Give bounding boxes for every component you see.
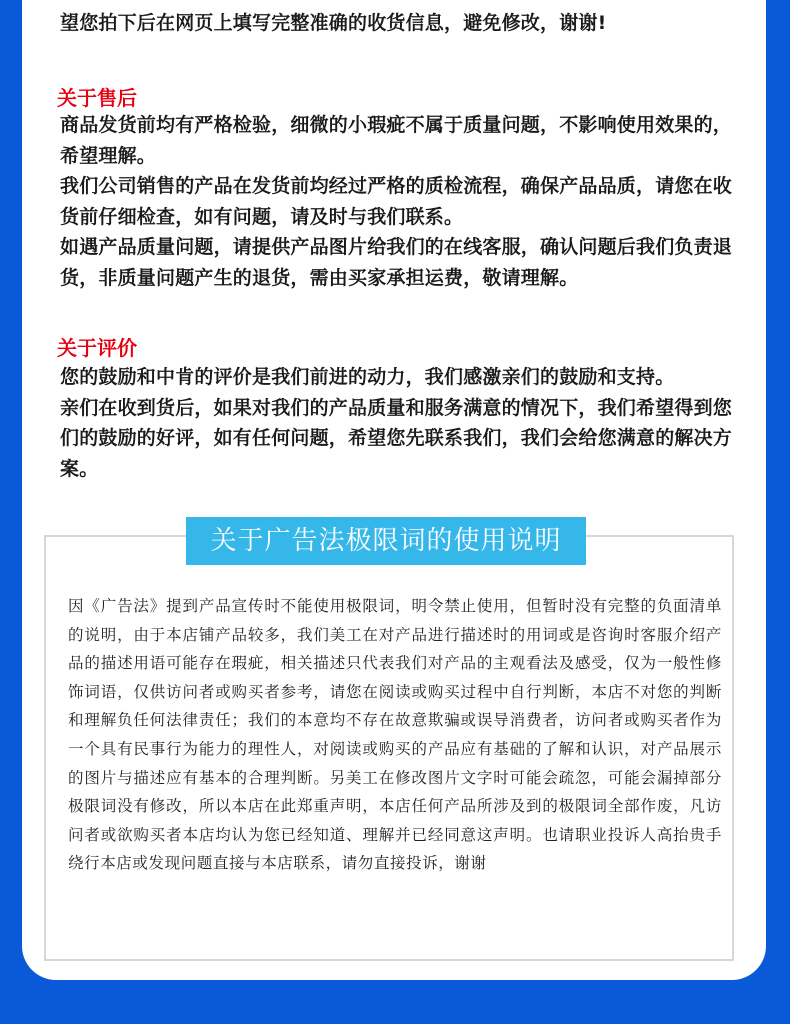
after-sales-paragraph: 商品发货前均有严格检验，细微的小瑕疵不属于质量问题，不影响使用效果的，希望理解。: [60, 114, 733, 167]
after-sales-paragraph: 如遇产品质量问题，请提供产品图片给我们的在线客服，确认问题后我们负责退货，非质量问题产生的退货，需由买家承担运费，敬请理解。: [60, 236, 733, 289]
after-sales-paragraph: 我们公司销售的产品在发货前均经过严格的质检流程，确保产品品质，请您在收货前仔细检查，如有问题，请及时与我们联系。: [60, 175, 733, 228]
intro-text: 望您拍下后在网页上填写完整准确的收货信息，避免修改，谢谢!: [60, 12, 607, 34]
ad-law-notice-text: 因《广告法》提到产品宣传时不能使用极限词，明令禁止使用，但暂时没有完整的负面清单的说明，由于本店铺产品较多，我们美工在对产品进行描述时的用词或是咨询时客服介绍产品的描述用语可能存在瑕疵，相关描述只代表我们对产品的主观看法及感受，仅为一般性修饰词语，仅供访问者或购买者参考，请您在阅读或购买过程中自行判断，本店不对您的判断和理解负任何法律责任；我们的本意均不存在故意欺骗或误导消费者，访问者或购买者作为一个具有民事行为能力的理性人，对阅读或购买的产品应有基础的了解和认识，对产品展示的图片与描述应有基本的合理判断。另美工在修改图片文字时可能会疏忽，可能会漏掉部分极限词没有修改，所以本店在此郑重声明，本店任何产品所涉及到的极限词全部作废，凡访问者或欲购买者本店均认为您已经知道、理解并已经同意这声明。也请职业投诉人高抬贵手绕行本店或发现问题直接与本店联系，请勿直接投诉，谢谢: [68, 597, 722, 873]
reviews-body: [60, 362, 750, 484]
reviews-paragraph: 您的鼓励和中肯的评价是我们前进的动力，我们感激亲们的鼓励和支持。: [60, 366, 675, 388]
after-sales-title: 关于售后: [57, 86, 137, 110]
ad-law-notice-banner: 关于广告法极限词的使用说明: [186, 517, 586, 565]
reviews-paragraph: 亲们在收到货后，如果对我们的产品质量和服务满意的情况下，我们希望得到您们的鼓励的好评，如有任何问题，希望您先联系我们，我们会给您满意的解决方案。: [60, 396, 733, 480]
after-sales-body: [60, 110, 750, 293]
reviews-title: 关于评价: [57, 336, 137, 360]
